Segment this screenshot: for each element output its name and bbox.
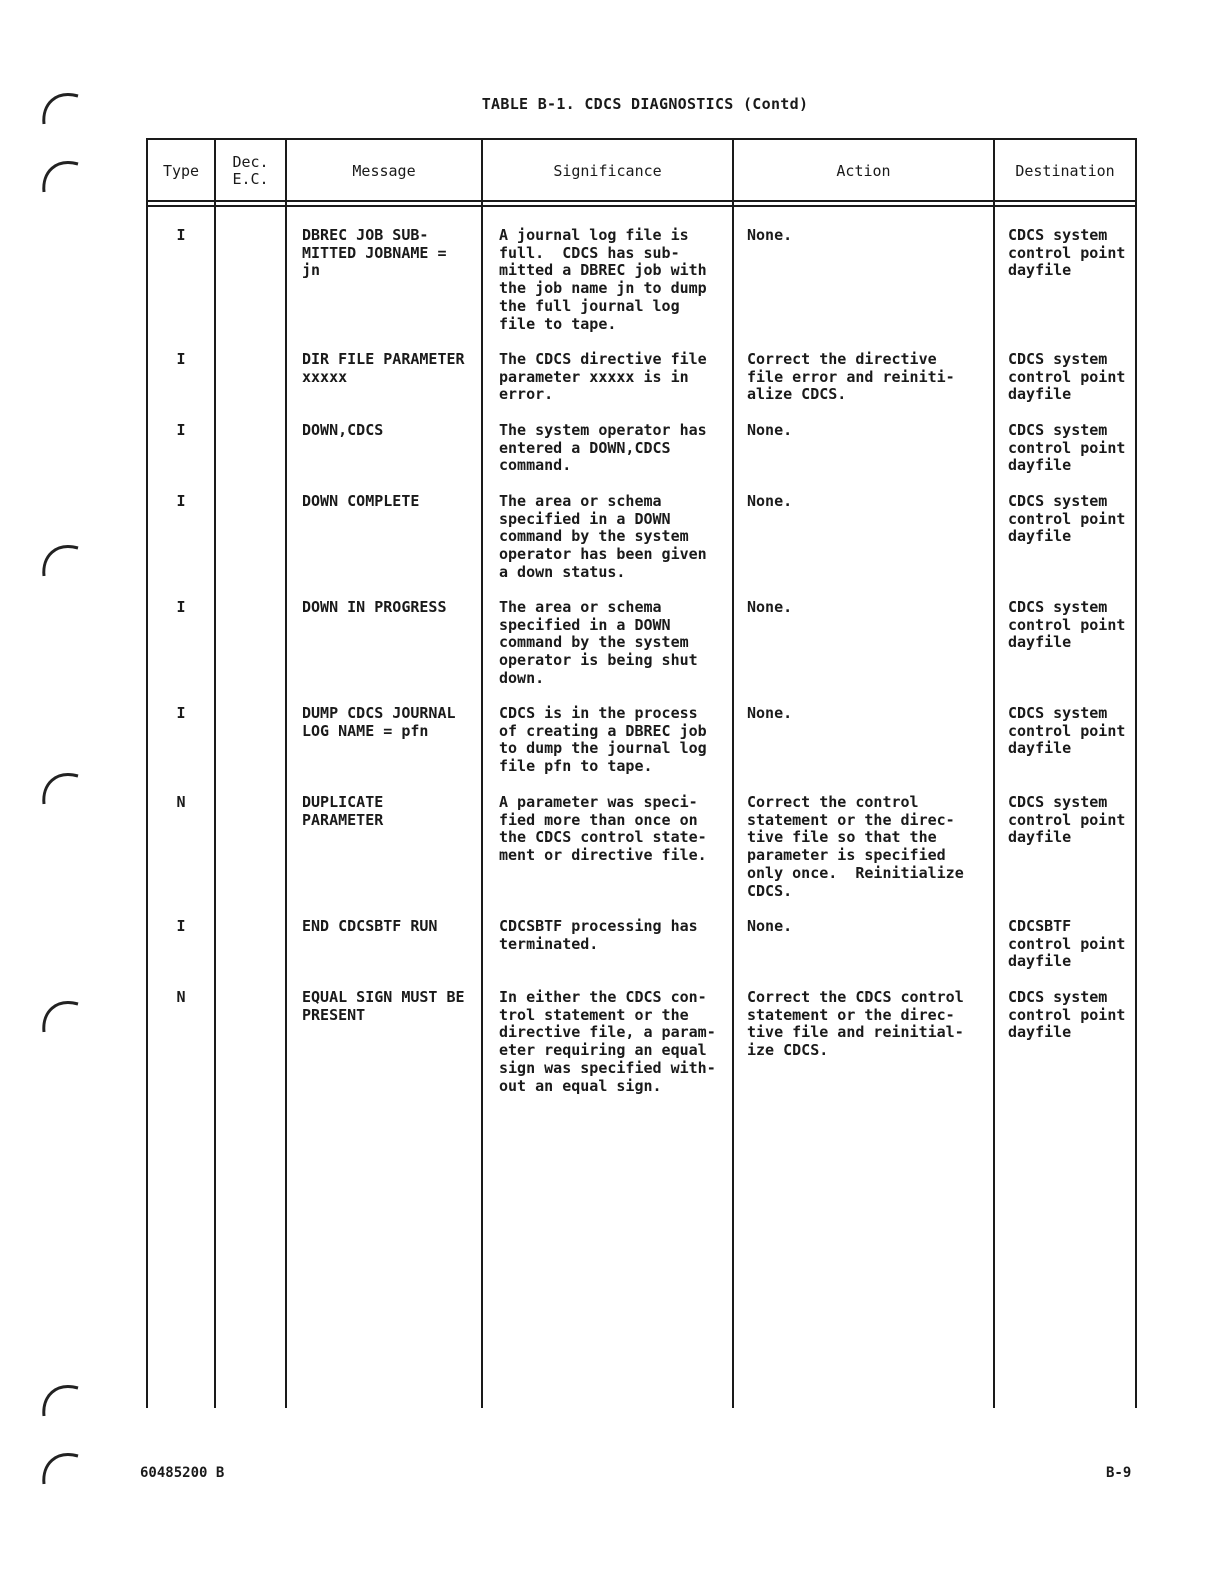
column-divider [993, 140, 995, 1408]
type-cell: N [176, 988, 186, 1006]
action-cell: Correct the CDCS control statement or the direc- tive file and reinitial- ize CDCS. [747, 988, 964, 1060]
destination-cell: CDCS system control point dayfile [1008, 226, 1126, 280]
header-destination: Destination [1015, 161, 1115, 180]
message-cell: DOWN IN PROGRESS [302, 598, 447, 616]
significance-cell: A journal log file is full. CDCS has sub- mitted a DBREC job with the job name jn to dump the full journal log file to tape. [499, 226, 707, 333]
message-cell: DOWN COMPLETE [302, 492, 420, 510]
type-cell: I [176, 492, 186, 510]
column-divider [732, 140, 734, 1408]
table-title: TABLE B-1. CDCS DIAGNOSTICS (Contd) [481, 95, 809, 113]
binder-hole-mark [38, 764, 86, 808]
header-type: Type [162, 161, 200, 180]
binder-hole-mark [38, 1376, 86, 1420]
diagnostics-table [146, 138, 1137, 1408]
significance-cell: The area or schema specified in a DOWN command by the system operator has been given a down status. [499, 492, 707, 581]
destination-cell: CDCS system control point dayfile [1008, 421, 1126, 475]
message-cell: DUMP CDCS JOURNAL LOG NAME = pfn [302, 704, 456, 740]
significance-cell: In either the CDCS con- trol statement or the directive file, a param- eter requiring an equal sign was specified with- out an equal sign. [499, 988, 716, 1095]
action-cell: None. [747, 492, 793, 510]
type-cell: I [176, 421, 186, 439]
destination-cell: CDCS system control point dayfile [1008, 704, 1126, 758]
significance-cell: The system operator has entered a DOWN,CDCS command. [499, 421, 707, 475]
header-dec-ec: Dec. E.C. [232, 153, 269, 188]
action-cell: Correct the control statement or the direc- tive file so that the parameter is specified only once. Reinitialize CDCS. [747, 793, 964, 900]
message-cell: DIR FILE PARAMETER xxxxx [302, 350, 465, 386]
binder-hole-mark [38, 1444, 86, 1488]
binder-hole-mark [38, 536, 86, 580]
destination-cell: CDCSBTF control point dayfile [1008, 917, 1126, 971]
document-number: 60485200 B [140, 1465, 225, 1481]
header-rule [148, 205, 1135, 207]
type-cell: N [176, 793, 186, 811]
action-cell: Correct the directive file error and reiniti- alize CDCS. [747, 350, 955, 404]
column-divider [214, 140, 216, 1408]
destination-cell: CDCS system control point dayfile [1008, 598, 1126, 652]
header-significance: Significance [553, 161, 662, 180]
destination-cell: CDCS system control point dayfile [1008, 492, 1126, 546]
action-cell: None. [747, 226, 793, 244]
action-cell: None. [747, 704, 793, 722]
column-divider [285, 140, 287, 1408]
header-action: Action [836, 161, 891, 180]
message-cell: DUPLICATE PARAMETER [302, 793, 384, 829]
binder-hole-mark [38, 152, 86, 196]
destination-cell: CDCS system control point dayfile [1008, 988, 1126, 1042]
type-cell: I [176, 917, 186, 935]
message-cell: END CDCSBTF RUN [302, 917, 438, 935]
significance-cell: A parameter was speci- fied more than once on the CDCS control state- ment or directive file. [499, 793, 707, 865]
type-cell: I [176, 350, 186, 368]
type-cell: I [176, 704, 186, 722]
destination-cell: CDCS system control point dayfile [1008, 350, 1126, 404]
binder-hole-mark [38, 992, 86, 1036]
action-cell: None. [747, 917, 793, 935]
type-cell: I [176, 226, 186, 244]
action-cell: None. [747, 598, 793, 616]
header-message: Message [352, 161, 416, 180]
message-cell: DBREC JOB SUB- MITTED JOBNAME = jn [302, 226, 447, 280]
action-cell: None. [747, 421, 793, 439]
significance-cell: CDCS is in the process of creating a DBREC job to dump the journal log file pfn to tape. [499, 704, 707, 776]
destination-cell: CDCS system control point dayfile [1008, 793, 1126, 847]
column-divider [481, 140, 483, 1408]
type-cell: I [176, 598, 186, 616]
significance-cell: The CDCS directive file parameter xxxxx is in error. [499, 350, 707, 404]
significance-cell: CDCSBTF processing has terminated. [499, 917, 698, 953]
message-cell: EQUAL SIGN MUST BE PRESENT [302, 988, 465, 1024]
significance-cell: The area or schema specified in a DOWN command by the system operator is being shut down. [499, 598, 698, 687]
message-cell: DOWN,CDCS [302, 421, 384, 439]
page-number: B-9 [1106, 1465, 1132, 1481]
